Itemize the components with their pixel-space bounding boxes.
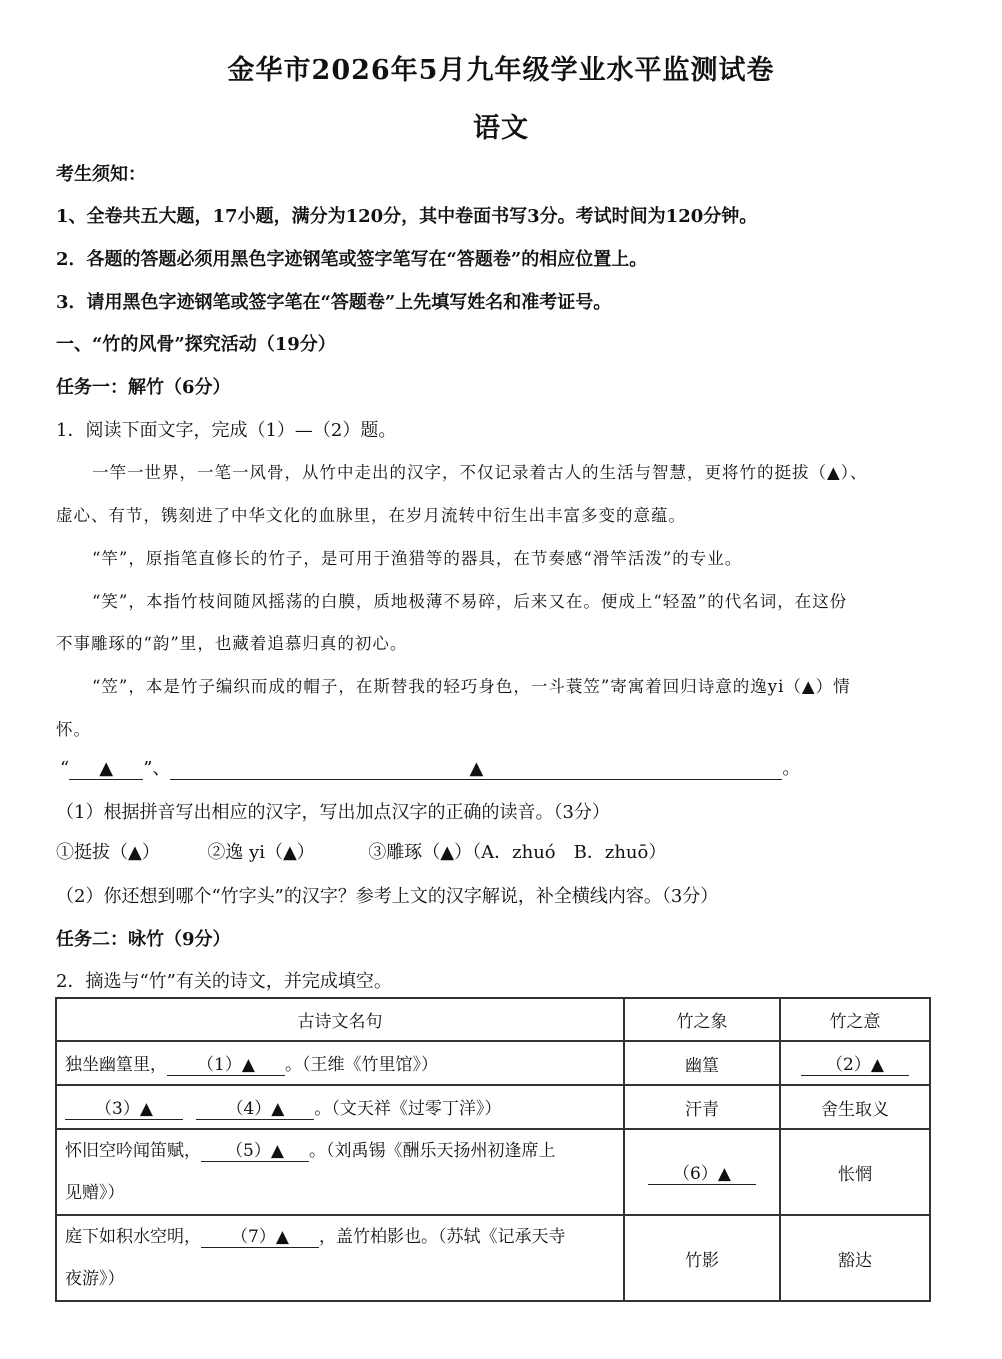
subquestion-1: （1）根据拼音写出相应的汉字，写出加点汉字的正确的读音。（3分） — [56, 802, 610, 823]
header-quote: 古诗文名句 — [56, 998, 624, 1041]
question-1-prompt: 1．阅读下面文字，完成（1）—（2）题。 — [56, 420, 397, 441]
image-cell: 竹影 — [624, 1215, 780, 1301]
table-row — [56, 1085, 930, 1129]
passage-para-1b: 虚心、有节，镌刻进了中华文化的血脉里，在岁月流转中衍生出丰富多变的意蕴。 — [56, 506, 686, 525]
notice-item-1: 1、全卷共五大题，17小题，满分为120分，其中卷面书写3分。考试时间为120分钟。 — [56, 206, 758, 227]
passage-para-1a: 一竿一世界，一笔一风骨，从竹中走出的汉字，不仅记录着古人的生活与智慧，更将竹的挺拔（▲）、 — [92, 463, 868, 482]
answer-blank[interactable]: （4）▲ — [196, 1094, 314, 1120]
answer-blank[interactable]: （6）▲ — [648, 1159, 756, 1185]
fill-open-quote: “ — [60, 758, 70, 779]
character-blank[interactable]: ▲ — [69, 758, 143, 780]
quote-cell — [56, 1215, 624, 1301]
fill-in-line — [60, 754, 800, 780]
passage-para-4b: 怀。 — [56, 720, 91, 739]
task-2-heading: 任务二：咏竹（9分） — [56, 929, 231, 950]
header-meaning: 竹之意 — [780, 998, 930, 1041]
passage-para-4a: “笠”，本是竹子编织而成的帽子，在斯替我的轻巧身色，一斗蓑笠”寄寓着回归诗意的逸yi（▲）情 — [92, 677, 851, 696]
subquestion-2: （2）你还想到哪个“竹字头”的汉字？参考上文的汉字解说，补全横线内容。（3分） — [56, 886, 719, 907]
answer-blank[interactable]: （1）▲ — [167, 1050, 285, 1076]
table-row — [56, 1215, 930, 1301]
option-3[interactable]: ③雕琢（▲）（A．zhuó B．zhuō） — [368, 842, 667, 863]
meaning-cell — [780, 1041, 930, 1085]
image-cell: 汗青 — [624, 1085, 780, 1129]
subject-title: 语文 — [473, 113, 529, 144]
image-cell — [624, 1129, 780, 1215]
quote-source: 。（文天祥《过零丁洋》） — [314, 1099, 502, 1119]
quote-source: 。（刘禹锡《酬乐天扬州初逢席上 — [309, 1141, 556, 1161]
notice-item-2: 2．各题的答题必须用黑色字迹钢笔或签字笔写在“答题卷”的相应位置上。 — [56, 249, 648, 270]
answer-blank[interactable]: （5）▲ — [201, 1136, 309, 1162]
passage-para-3b: 不事雕琢的“韵”里，也藏着追慕归真的初心。 — [56, 634, 408, 653]
quote-cell — [56, 1129, 624, 1215]
passage-para-2: “竿”，原指笔直修长的竹子，是可用于渔猎等的器具，在节奏感“滑竿活泼”的专业。 — [92, 549, 743, 568]
exam-title: 金华市2026年5月九年级学业水平监测试卷 — [227, 55, 775, 86]
notice-heading: 考生须知： — [56, 164, 146, 185]
quote-source: ，盖竹柏影也。（苏轼《记承天寺 — [319, 1227, 566, 1247]
meaning-cell: 怅惘 — [780, 1129, 930, 1215]
answer-blank[interactable]: （7）▲ — [201, 1222, 319, 1248]
image-cell: 幽篁 — [624, 1041, 780, 1085]
quote-cell — [56, 1041, 624, 1085]
quote-text: 独坐幽篁里， — [65, 1055, 167, 1075]
task-1-heading: 任务一：解竹（6分） — [56, 377, 231, 398]
table-row — [56, 1041, 930, 1085]
answer-blank[interactable]: （3）▲ — [65, 1094, 183, 1120]
option-1[interactable]: ①挺拔（▲） — [56, 842, 160, 863]
quote-source-cont: 夜游》） — [65, 1269, 125, 1289]
passage-para-3a: “笑”，本指竹枝间随风摇荡的白膜，质地极薄不易碎，后来又在。便成上“轻盈”的代名词，在这份 — [92, 592, 848, 611]
question-2-prompt: 2．摘选与“竹”有关的诗文，并完成填空。 — [56, 971, 392, 992]
explanation-blank[interactable]: ▲ — [170, 758, 782, 780]
table-row — [56, 1129, 930, 1215]
fill-close-quote: ”、 — [143, 758, 171, 779]
meaning-cell: 豁达 — [780, 1215, 930, 1301]
option-2[interactable]: ②逸 yi（▲） — [207, 842, 315, 863]
quote-cell — [56, 1085, 624, 1129]
quote-text: 庭下如积水空明， — [65, 1227, 201, 1247]
answer-blank[interactable]: （2）▲ — [801, 1050, 909, 1076]
poem-table — [55, 997, 931, 1302]
subquestion-1-options — [56, 838, 666, 864]
section-heading: 一、“竹的风骨”探究活动（19分） — [56, 334, 336, 355]
quote-source-cont: 见赠》） — [65, 1183, 125, 1203]
header-image: 竹之象 — [624, 998, 780, 1041]
notice-item-3: 3．请用黑色字迹钢笔或签字笔在“答题卷”上先填写姓名和准考证号。 — [56, 292, 612, 313]
quote-source: 。（王维《竹里馆》） — [285, 1055, 438, 1075]
fill-period: 。 — [782, 758, 801, 779]
table-header-row — [56, 998, 930, 1041]
meaning-cell: 舍生取义 — [780, 1085, 930, 1129]
quote-text: 怀旧空吟闻笛赋， — [65, 1141, 201, 1161]
